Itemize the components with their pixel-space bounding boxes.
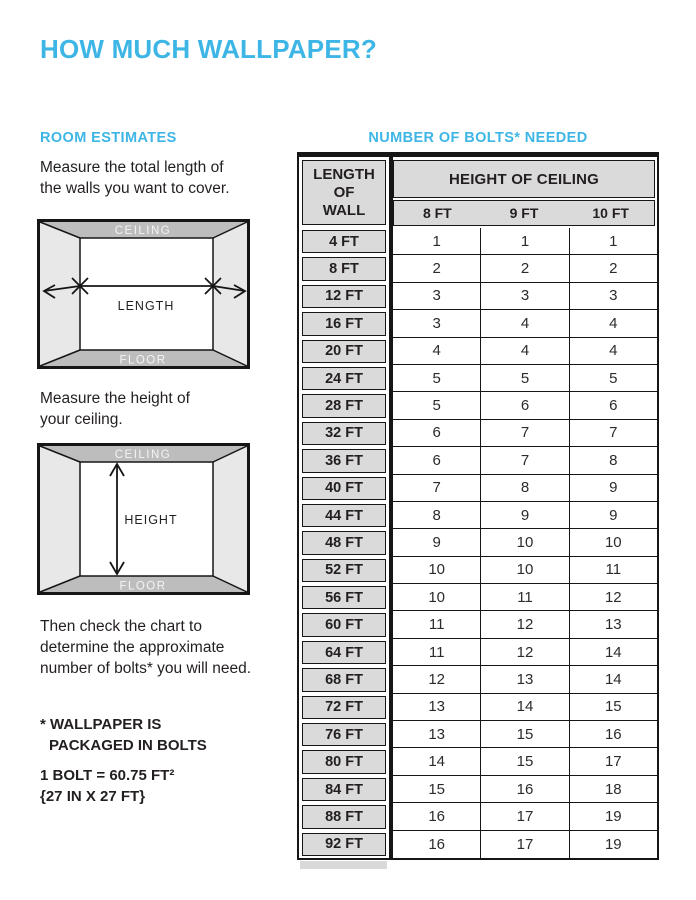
bolts-cell-8ft: 11 <box>393 611 481 637</box>
bolts-cell-10ft: 16 <box>570 721 657 747</box>
table-row <box>299 748 657 775</box>
table-row <box>299 721 657 748</box>
bolts-cell-10ft: 4 <box>570 338 657 364</box>
bolt-size-line2: {27 IN X 27 FT} <box>40 787 146 805</box>
wall-length-cell: 36 FT <box>302 449 386 472</box>
bolts-cell-8ft: 14 <box>393 748 481 774</box>
wall-length-cell: 72 FT <box>302 696 386 719</box>
col-header-10ft: 10 FT <box>592 205 629 221</box>
step1-line1: Measure the total length of <box>40 159 224 176</box>
wall-length-cell: 64 FT <box>302 641 386 664</box>
back-wall <box>80 238 213 350</box>
table-row <box>299 310 657 337</box>
bolts-cell-8ft: 4 <box>393 338 481 364</box>
bolts-cell-8ft: 1 <box>393 228 481 254</box>
bolts-cell-10ft: 18 <box>570 776 657 802</box>
table-row <box>299 502 657 529</box>
bolts-cell-8ft: 9 <box>393 529 481 555</box>
wall-length-cell: 40 FT <box>302 477 386 500</box>
bolts-cell-9ft: 7 <box>481 420 569 446</box>
table-row <box>299 255 657 282</box>
step3-line1: Then check the chart to <box>40 618 202 635</box>
left-wall <box>40 222 80 366</box>
right-wall <box>213 446 247 592</box>
bolts-cell-10ft: 2 <box>570 255 657 281</box>
bolts-cell-8ft: 12 <box>393 666 481 692</box>
bolts-cell-10ft: 3 <box>570 283 657 309</box>
bolts-cell-10ft: 12 <box>570 584 657 610</box>
bolts-cell-9ft: 10 <box>481 529 569 555</box>
bolts-cell-9ft: 16 <box>481 776 569 802</box>
wall-length-cell: 8 FT <box>302 257 386 280</box>
table-row <box>299 584 657 611</box>
bolts-cell-10ft: 5 <box>570 365 657 391</box>
bolts-cell-10ft: 8 <box>570 447 657 473</box>
wall-length-cell: 76 FT <box>302 723 386 746</box>
table-row <box>299 666 657 693</box>
bolts-cell-8ft: 10 <box>393 584 481 610</box>
bolts-cell-8ft: 5 <box>393 365 481 391</box>
step2-line2: your ceiling. <box>40 411 123 428</box>
step2-text <box>40 388 190 430</box>
bolts-cell-10ft: 10 <box>570 529 657 555</box>
bolts-cell-8ft: 16 <box>393 803 481 829</box>
table-body <box>299 228 657 858</box>
bolts-cell-9ft: 12 <box>481 611 569 637</box>
room-length-diagram <box>37 219 250 369</box>
step3-line3: number of bolts* you will need. <box>40 660 252 677</box>
bolts-cell-10ft: 1 <box>570 228 657 254</box>
table-row <box>299 776 657 803</box>
wall-length-cell: 68 FT <box>302 668 386 691</box>
ceiling-label: CEILING <box>114 225 172 237</box>
bolts-cell-9ft: 2 <box>481 255 569 281</box>
bolts-cell-9ft: 13 <box>481 666 569 692</box>
bolts-cell-9ft: 15 <box>481 721 569 747</box>
step3-line2: determine the approximate <box>40 639 225 656</box>
length-measure-label: LENGTH <box>117 299 175 313</box>
table-row <box>299 392 657 419</box>
room-height-diagram <box>37 443 250 595</box>
table-row <box>299 283 657 310</box>
bolts-cell-9ft: 3 <box>481 283 569 309</box>
room-estimates-heading: ROOM ESTIMATES <box>40 130 177 146</box>
bolts-cell-8ft: 11 <box>393 639 481 665</box>
wall-length-cell: 44 FT <box>302 504 386 527</box>
bolts-cell-9ft: 14 <box>481 694 569 720</box>
bolts-cell-10ft: 6 <box>570 392 657 418</box>
wallpaper-footnote <box>40 715 207 756</box>
ceiling-height-subheader <box>393 200 655 226</box>
step1-text <box>40 157 230 199</box>
wall-length-cell: 16 FT <box>302 312 386 335</box>
table-row <box>299 447 657 474</box>
bolts-cell-10ft: 9 <box>570 502 657 528</box>
bolts-cell-8ft: 6 <box>393 420 481 446</box>
bolts-cell-8ft: 13 <box>393 694 481 720</box>
bolts-cell-9ft: 5 <box>481 365 569 391</box>
bolts-cell-8ft: 2 <box>393 255 481 281</box>
bolts-table <box>297 152 659 860</box>
floor-label: FLOOR <box>119 580 167 593</box>
wall-length-cell: 80 FT <box>302 750 386 773</box>
bolts-cell-8ft: 3 <box>393 310 481 336</box>
table-row <box>299 338 657 365</box>
table-bottom-stub <box>300 861 387 869</box>
bolts-cell-8ft: 3 <box>393 283 481 309</box>
bolts-cell-10ft: 15 <box>570 694 657 720</box>
bolts-cell-10ft: 19 <box>570 831 657 858</box>
bolts-cell-9ft: 6 <box>481 392 569 418</box>
ceiling-height-header: HEIGHT OF CEILING <box>393 160 655 198</box>
footnote-line2: PACKAGED IN BOLTS <box>49 736 207 754</box>
bolts-cell-10ft: 17 <box>570 748 657 774</box>
wall-length-cell: 12 FT <box>302 285 386 308</box>
wall-length-cell: 4 FT <box>302 230 386 253</box>
bolts-cell-9ft: 15 <box>481 748 569 774</box>
bolts-cell-9ft: 7 <box>481 447 569 473</box>
left-wall <box>40 446 80 592</box>
bolt-size-line1: 1 BOLT = 60.75 FT² <box>40 767 175 784</box>
table-row <box>299 365 657 392</box>
bolts-cell-10ft: 7 <box>570 420 657 446</box>
footnote-line1: * WALLPAPER IS <box>40 716 162 733</box>
step2-line1: Measure the height of <box>40 390 190 407</box>
bolts-cell-9ft: 1 <box>481 228 569 254</box>
table-row <box>299 420 657 447</box>
wall-length-cell: 84 FT <box>302 778 386 801</box>
table-row <box>299 803 657 830</box>
wall-length-cell: 52 FT <box>302 559 386 582</box>
bolts-cell-8ft: 7 <box>393 475 481 501</box>
bolts-cell-8ft: 8 <box>393 502 481 528</box>
wall-length-cell: 56 FT <box>302 586 386 609</box>
wall-length-header: LENGTH OF WALL <box>302 160 386 225</box>
bolts-cell-10ft: 13 <box>570 611 657 637</box>
ceiling-label: CEILING <box>114 449 172 461</box>
bolts-cell-9ft: 12 <box>481 639 569 665</box>
bolts-cell-8ft: 6 <box>393 447 481 473</box>
step1-line2: the walls you want to cover. <box>40 180 230 197</box>
bolts-cell-9ft: 8 <box>481 475 569 501</box>
wall-length-cell: 28 FT <box>302 394 386 417</box>
col-header-8ft: 8 FT <box>422 205 452 221</box>
bolts-cell-9ft: 17 <box>481 831 569 858</box>
bolts-cell-10ft: 14 <box>570 639 657 665</box>
bolts-cell-9ft: 11 <box>481 584 569 610</box>
bolts-cell-9ft: 4 <box>481 338 569 364</box>
wall-length-cell: 24 FT <box>302 367 386 390</box>
table-row <box>299 611 657 638</box>
bolts-cell-8ft: 15 <box>393 776 481 802</box>
bolts-cell-10ft: 14 <box>570 666 657 692</box>
wall-length-cell: 92 FT <box>302 833 386 856</box>
floor-label: FLOOR <box>119 354 167 367</box>
wall-length-cell: 88 FT <box>302 805 386 828</box>
table-row <box>299 475 657 502</box>
height-measure-label: HEIGHT <box>124 513 178 527</box>
bolts-cell-10ft: 11 <box>570 557 657 583</box>
wall-length-cell: 32 FT <box>302 422 386 445</box>
bolts-cell-10ft: 9 <box>570 475 657 501</box>
table-header <box>299 157 657 228</box>
table-row <box>299 639 657 666</box>
table-row <box>299 529 657 556</box>
bolts-cell-8ft: 10 <box>393 557 481 583</box>
bolts-cell-9ft: 9 <box>481 502 569 528</box>
bolts-cell-9ft: 10 <box>481 557 569 583</box>
wall-length-cell: 48 FT <box>302 531 386 554</box>
col-header-9ft: 9 FT <box>509 205 539 221</box>
bolts-cell-10ft: 19 <box>570 803 657 829</box>
table-row <box>299 831 657 858</box>
bolt-size-note <box>40 766 174 807</box>
page-title: HOW MUCH WALLPAPER? <box>40 34 377 64</box>
bolts-cell-8ft: 5 <box>393 392 481 418</box>
bolts-cell-8ft: 13 <box>393 721 481 747</box>
bolts-cell-9ft: 17 <box>481 803 569 829</box>
table-row <box>299 694 657 721</box>
bolts-cell-9ft: 4 <box>481 310 569 336</box>
step3-text <box>40 616 251 679</box>
wall-length-cell: 60 FT <box>302 613 386 636</box>
table-row <box>299 557 657 584</box>
bolts-cell-10ft: 4 <box>570 310 657 336</box>
table-row <box>299 228 657 255</box>
bolts-table-heading: NUMBER OF BOLTS* NEEDED <box>368 130 588 146</box>
wall-length-cell: 20 FT <box>302 340 386 363</box>
bolts-cell-8ft: 16 <box>393 831 481 858</box>
